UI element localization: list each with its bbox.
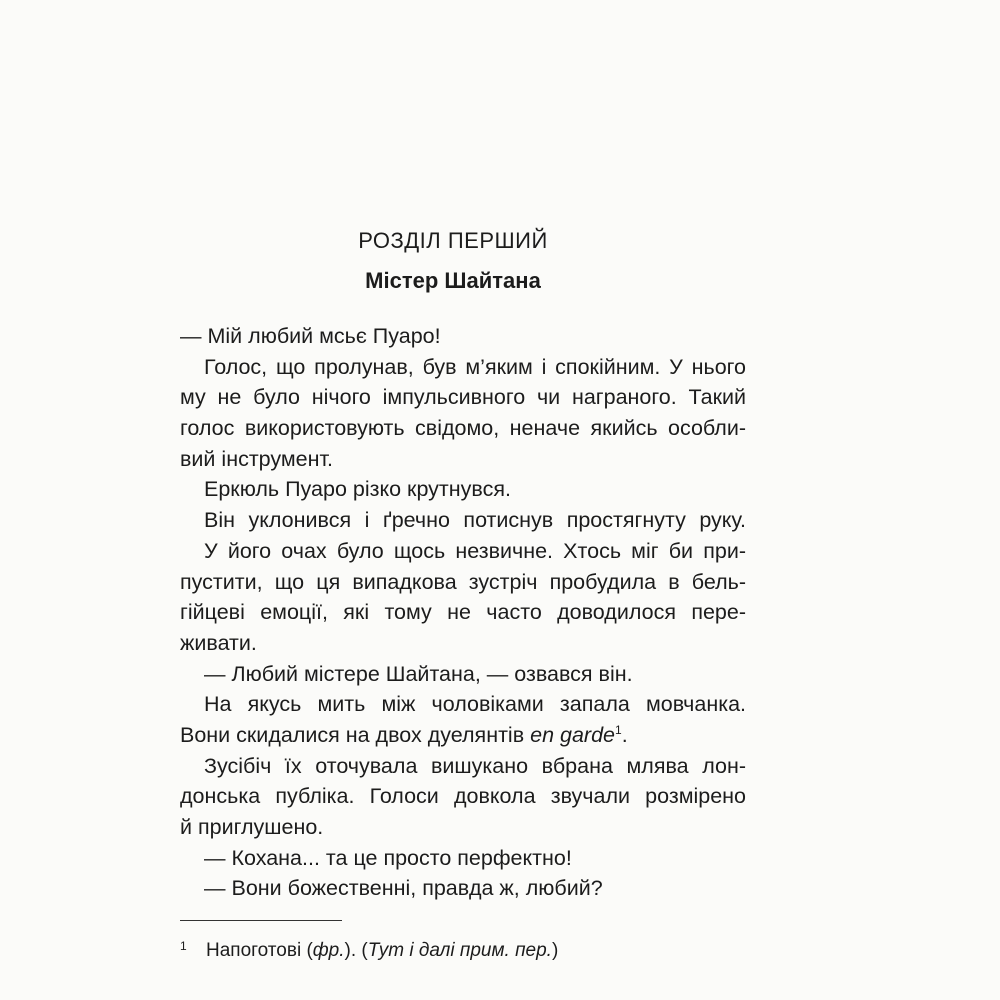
chapter-label: РОЗДІЛ ПЕРШИЙ — [358, 228, 548, 253]
text-line: — Кохана... та це просто перфектно! — [204, 845, 572, 870]
text-line: вий інструмент. — [180, 446, 333, 471]
chapter-title: Містер Шайтана — [365, 268, 541, 293]
text-line: донська публіка. Голоси довкола звучали розмірено — [180, 784, 746, 809]
text-line: Він уклонився і ґречно потиснув простягнуту руку. — [204, 508, 746, 533]
text-line: Зусібіч їх оточувала вишукано вбрана млява лон- — [204, 753, 746, 778]
footnote-text-mid: ). ( — [344, 940, 368, 961]
text-line: У його очах було щось незвичне. Хтось міг би при- — [204, 538, 746, 563]
footnote-divider — [180, 920, 342, 921]
text-line: й приглушено. — [180, 815, 324, 839]
body-text — [180, 321, 746, 904]
text-line: — Любий містере Шайтана, — озвався він. — [204, 661, 633, 686]
sentence-period: . — [621, 722, 628, 747]
footnote-marker: 1 — [180, 939, 187, 953]
footnote-text-end: ) — [551, 940, 559, 961]
text-line: живати. — [180, 630, 257, 655]
text-line-with-footnote — [180, 720, 746, 751]
footnote-note: Тут і далі прим. пер. — [367, 940, 552, 961]
text-segment: Вони скидалися на двох дуелянтів — [180, 722, 525, 747]
footnote — [180, 938, 780, 964]
footnote-reference[interactable]: 1 — [615, 722, 622, 737]
text-line: Голос, що пролунав, був м’яким і спокійним. У нього — [204, 354, 746, 379]
footnote-abbreviation: фр. — [312, 940, 345, 961]
text-line: На якусь мить між чоловіками запала мовчанка. — [204, 692, 746, 717]
text-line: — Мій любий мсьє Пуаро! — [180, 324, 441, 348]
text-line: — Вони божественні, правда ж, любий? — [204, 876, 603, 901]
text-line: му не було нічого імпульсивного чи награного. Такий — [180, 385, 746, 410]
italic-phrase: en garde — [530, 722, 615, 747]
text-line: Еркюль Пуаро різко крутнувся. — [204, 477, 511, 502]
text-line: гійцеві емоції, які тому не часто доводилося пере- — [180, 600, 746, 625]
text-line: голос використовують свідомо, неначе якийсь особли- — [180, 416, 746, 441]
text-line: пустити, що ця випадкова зустріч пробудила в бель- — [180, 569, 746, 594]
footnote-text-start: Напоготові ( — [206, 940, 313, 961]
